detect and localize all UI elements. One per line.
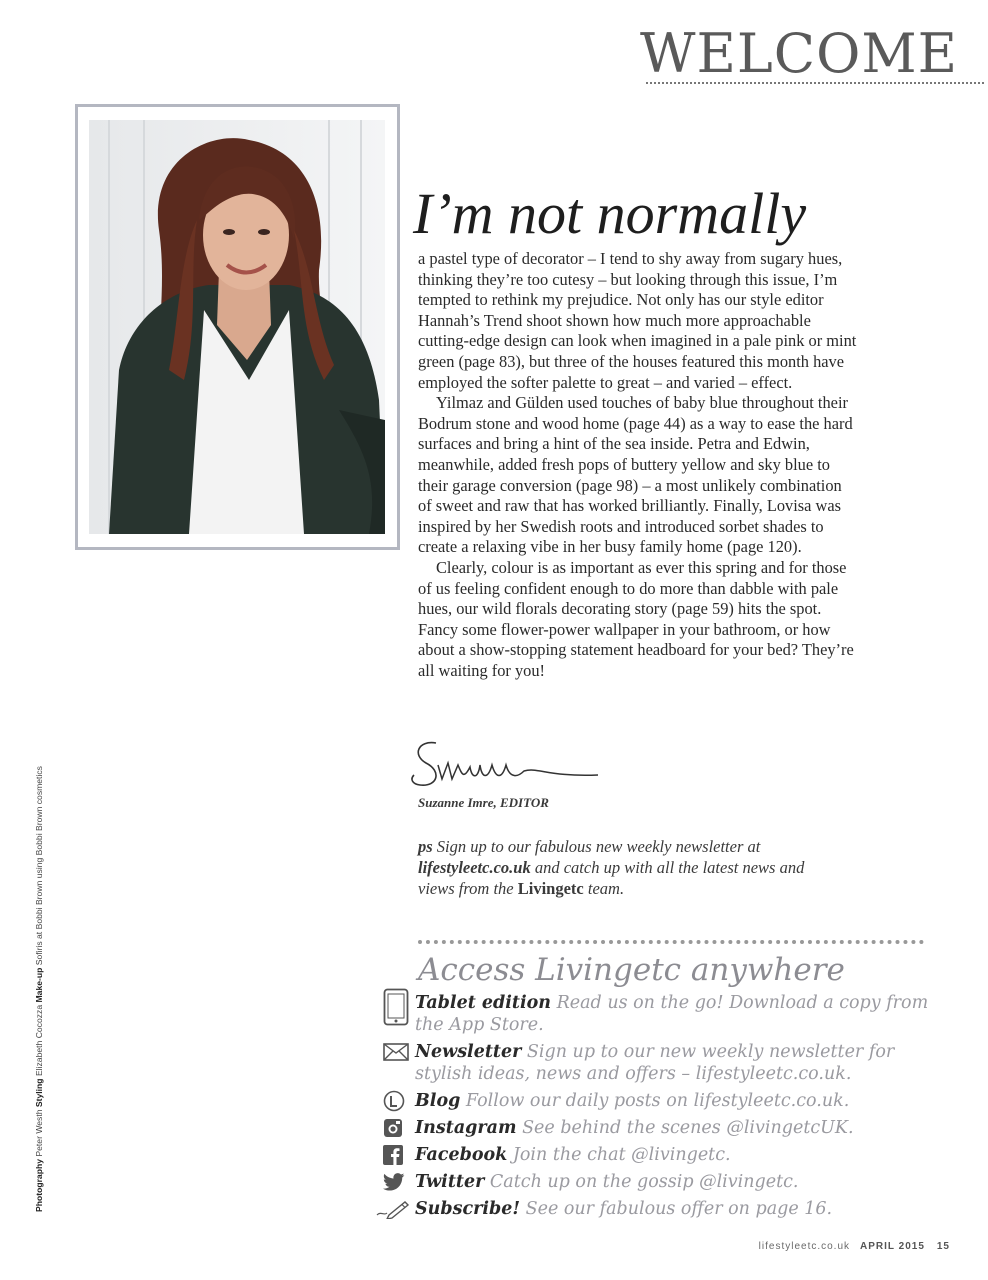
- list-item: [383, 1144, 943, 1166]
- list-item: [383, 992, 943, 1036]
- page-footer: [759, 1241, 950, 1252]
- article-paragraph: Yilmaz and Gülden used touches of baby blue throughout their Bodrum stone and wood home (page 44) as a way to ease the hard surfaces and bring a hint of the sea inside. Petra and Edwin, meanwhile, added fresh pops of buttery yellow and sky blue to their garage conversion (page 98) – a most unlikely combination of sweet and raw that has worked brilliantly. Finally, Lovisa was inspired by her Swedish roots and introduced sorbet shades to create a relaxing vibe in her busy family home (page 120).: [418, 393, 853, 557]
- list-item: [383, 1041, 943, 1085]
- access-item-text: Follow our daily posts on lifestyleetc.co.uk.: [460, 1091, 850, 1111]
- ps-text: Sign up to our fabulous new weekly newsletter at: [432, 837, 761, 856]
- credit-label: Make-up: [34, 967, 44, 1003]
- tablet-icon: [383, 992, 415, 1014]
- website-link[interactable]: lifestyleetc.co.uk: [418, 858, 531, 877]
- access-item-text: Join the chat @livingetc.: [507, 1145, 731, 1165]
- access-item-label[interactable]: Facebook: [415, 1145, 508, 1165]
- editor-signature: [408, 735, 608, 797]
- article-paragraph: Clearly, colour is as important as ever this spring and for those of us feeling confident enough to do more than dabble with pale hues, our wild florals decorating story (page 59) hits the spot. Fancy some flower-power wallpaper in your bathroom, or how about a show-stopping statement headboard for your bed? They’re all waiting for you!: [418, 557, 854, 680]
- access-item-label[interactable]: Twitter: [415, 1172, 485, 1192]
- envelope-icon: [383, 1041, 415, 1063]
- access-item-text: Read us on the go! Download a copy from the App Store.: [415, 993, 929, 1035]
- access-item-label[interactable]: Blog: [415, 1091, 461, 1111]
- access-item-label[interactable]: Tablet edition: [415, 993, 552, 1013]
- access-item-text: Sign up to our new weekly newsletter for stylish ideas, news and offers – lifestyleetc.co.uk.: [415, 1042, 895, 1084]
- credit-value: Peter Westh: [34, 1107, 44, 1159]
- blog-icon: [383, 1090, 415, 1112]
- ps-note: [418, 836, 838, 899]
- access-section-title: Access Livingetc anywhere: [418, 952, 845, 988]
- credit-value: Elizabeth Cocozza: [34, 1002, 44, 1079]
- editor-portrait-photo: [89, 120, 385, 534]
- access-item-label[interactable]: Newsletter: [415, 1042, 522, 1062]
- credit-label: Styling: [34, 1078, 44, 1108]
- footer-site: lifestyleetc.co.uk: [758, 1241, 851, 1252]
- list-item: [383, 1171, 943, 1193]
- access-list: [383, 992, 943, 1220]
- access-item-label[interactable]: Instagram: [415, 1118, 517, 1138]
- article-body: [418, 249, 858, 681]
- instagram-icon: [383, 1117, 415, 1139]
- access-item-text: See our fabulous offer on page 16.: [520, 1199, 833, 1219]
- ps-prefix: ps: [418, 837, 433, 856]
- access-item-text: Catch up on the gossip @livingetc.: [484, 1172, 799, 1192]
- access-item-text: See behind the scenes @livingetcUK.: [516, 1118, 854, 1138]
- ps-text: and catch up with all the latest news and views from the: [418, 858, 805, 898]
- footer-issue: APRIL 2015: [860, 1241, 925, 1252]
- access-item-label[interactable]: Subscribe!: [415, 1199, 521, 1219]
- twitter-icon: [383, 1171, 415, 1193]
- credit-label: Photography: [34, 1159, 44, 1212]
- page-title: WELCOME: [640, 22, 959, 85]
- article-paragraph: a pastel type of decorator – I tend to shy away from sugary hues, thinking they’re too cutesy – but looking through this issue, I’m tempted to rethink my prejudice. Not only has our style editor Hannah’s Trend shoot shown how much more approachable cutting-edge design can look when imagined in a pale pink or mint green (page 83), but three of the houses featured this month have employed the softer palette to great – and varied – effect.: [418, 249, 857, 392]
- header-dotted-rule: [646, 82, 984, 84]
- access-dotted-rule: [418, 940, 924, 944]
- editor-name: Suzanne Imre, EDITOR: [418, 795, 549, 810]
- page-number: 15: [936, 1241, 950, 1252]
- list-item: [383, 1090, 943, 1112]
- pen-icon: [375, 1198, 415, 1220]
- brand-name: Livingetc: [517, 879, 584, 898]
- article-headline: I’m not normally: [413, 181, 807, 246]
- facebook-icon: [383, 1144, 415, 1166]
- ps-text: team.: [583, 879, 625, 898]
- list-item: [383, 1198, 943, 1220]
- credit-value: Sofiris at Bobbi Brown using Bobbi Brown cosmetics: [34, 766, 44, 968]
- photo-credits: [34, 762, 44, 1212]
- list-item: [383, 1117, 943, 1139]
